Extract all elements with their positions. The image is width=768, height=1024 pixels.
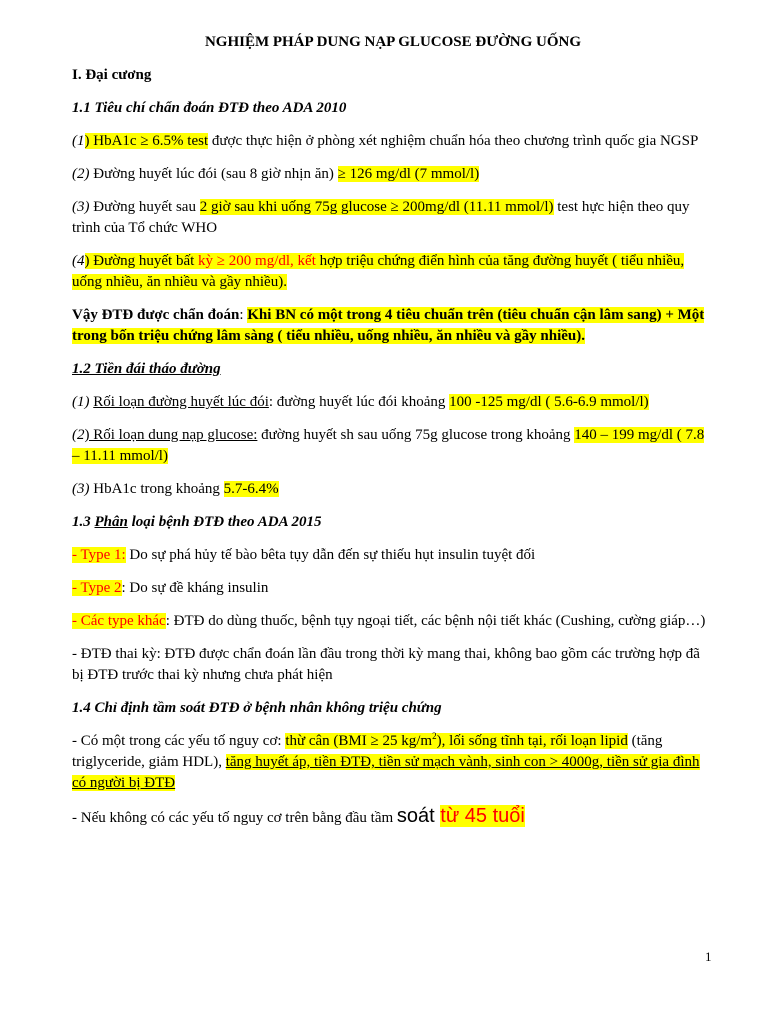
screening-age: - Nếu không có các yếu tố nguy cơ trên bằng đầu tầm soát từ 45 tuổi	[72, 805, 525, 827]
type-2: - Type 2: Do sự đề kháng insulin	[72, 580, 269, 596]
subsection-heading: 1.3 Phân loại bệnh ĐTĐ theo ADA 2015	[72, 514, 322, 530]
type-gestational: - ĐTĐ thai kỳ: ĐTĐ được chẩn đoán lần đầu trong thời kỳ mang thai, không bao gồm các trường hợp đã bị ĐTĐ trước thai kỳ nhưng chưa phát hiện	[72, 646, 700, 683]
subsection-heading: 1.4 Chỉ định tầm soát ĐTĐ ở bệnh nhân không triệu chứng	[72, 700, 442, 716]
type-1: - Type 1: Do sự phá hủy tế bào bêta tụy dẫn đến sự thiếu hụt insulin tuyệt đối	[72, 547, 536, 563]
subsection-heading: 1.1 Tiêu chí chẩn đoán ĐTĐ theo ADA 2010	[72, 100, 347, 116]
prediabetes-1: (1) Rối loạn đường huyết lúc đói: đường huyết lúc đói khoảng 100 -125 mg/dl ( 5.6-6.9 mmol/l)	[72, 394, 649, 410]
section-heading: I. Đại cương	[72, 67, 152, 83]
criterion-3: (3) Đường huyết sau 2 giờ sau khi uống 75g glucose ≥ 200mg/dl (11.11 mmol/l) test hực hiện theo quy trình của Tổ chức WHO	[72, 199, 690, 236]
criterion-2: (2) Đường huyết lúc đói (sau 8 giờ nhịn ăn) ≥ 126 mg/dl (7 mmol/l)	[72, 166, 480, 182]
document-page	[72, 32, 714, 841]
prediabetes-2: (2) Rối loạn dung nạp glucose: đường huyết sh sau uống 75g glucose trong khoảng 140 – 199 mg/dl ( 7.8 – 11.11 mmol/l)	[72, 427, 705, 464]
criterion-1: (1) HbA1c ≥ 6.5% test được thực hiện ở phòng xét nghiệm chuẩn hóa theo chương trình quốc gia NGSP	[72, 133, 699, 149]
criterion-4: (4) Đường huyết bất kỳ ≥ 200 mg/dl, kết hợp triệu chứng điển hình của tăng đường huyết ( tiểu nhiều, uống nhiều, ăn nhiều và gầy nhiều).	[72, 253, 685, 290]
prediabetes-3: (3) HbA1c trong khoảng 5.7-6.4%	[72, 481, 279, 497]
subsection-heading: 1.2 Tiền đái tháo đường	[72, 361, 221, 377]
type-other: - Các type khác: ĐTĐ do dùng thuốc, bệnh tụy ngoại tiết, các bệnh nội tiết khác (Cushing, cường giáp…)	[72, 613, 706, 629]
page-number: 1	[705, 949, 712, 964]
risk-factors: - Có một trong các yếu tố nguy cơ: thừ cân (BMI ≥ 25 $kg/m^2$), lối sống tĩnh tại, rối loạn lipid (tăng triglyceride, giảm HDL), tăng huyết áp, tiền ĐTĐ, tiền sử mạch vành, sinh con > 4000g, tiền sử gia đình có người bị ĐTĐ	[72, 731, 700, 791]
page-title: NGHIỆM PHÁP DUNG NẠP GLUCOSE ĐƯỜNG UỐNG	[204, 34, 582, 50]
diagnosis-conclusion: Vậy ĐTĐ được chẩn đoán: Khi BN có một trong 4 tiêu chuẩn trên (tiêu chuẩn cận lâm sang) + Một trong bốn triệu chứng lâm sàng ( tiểu nhiều, uống nhiều, ăn nhiều và gầy nhiều).	[72, 307, 705, 344]
